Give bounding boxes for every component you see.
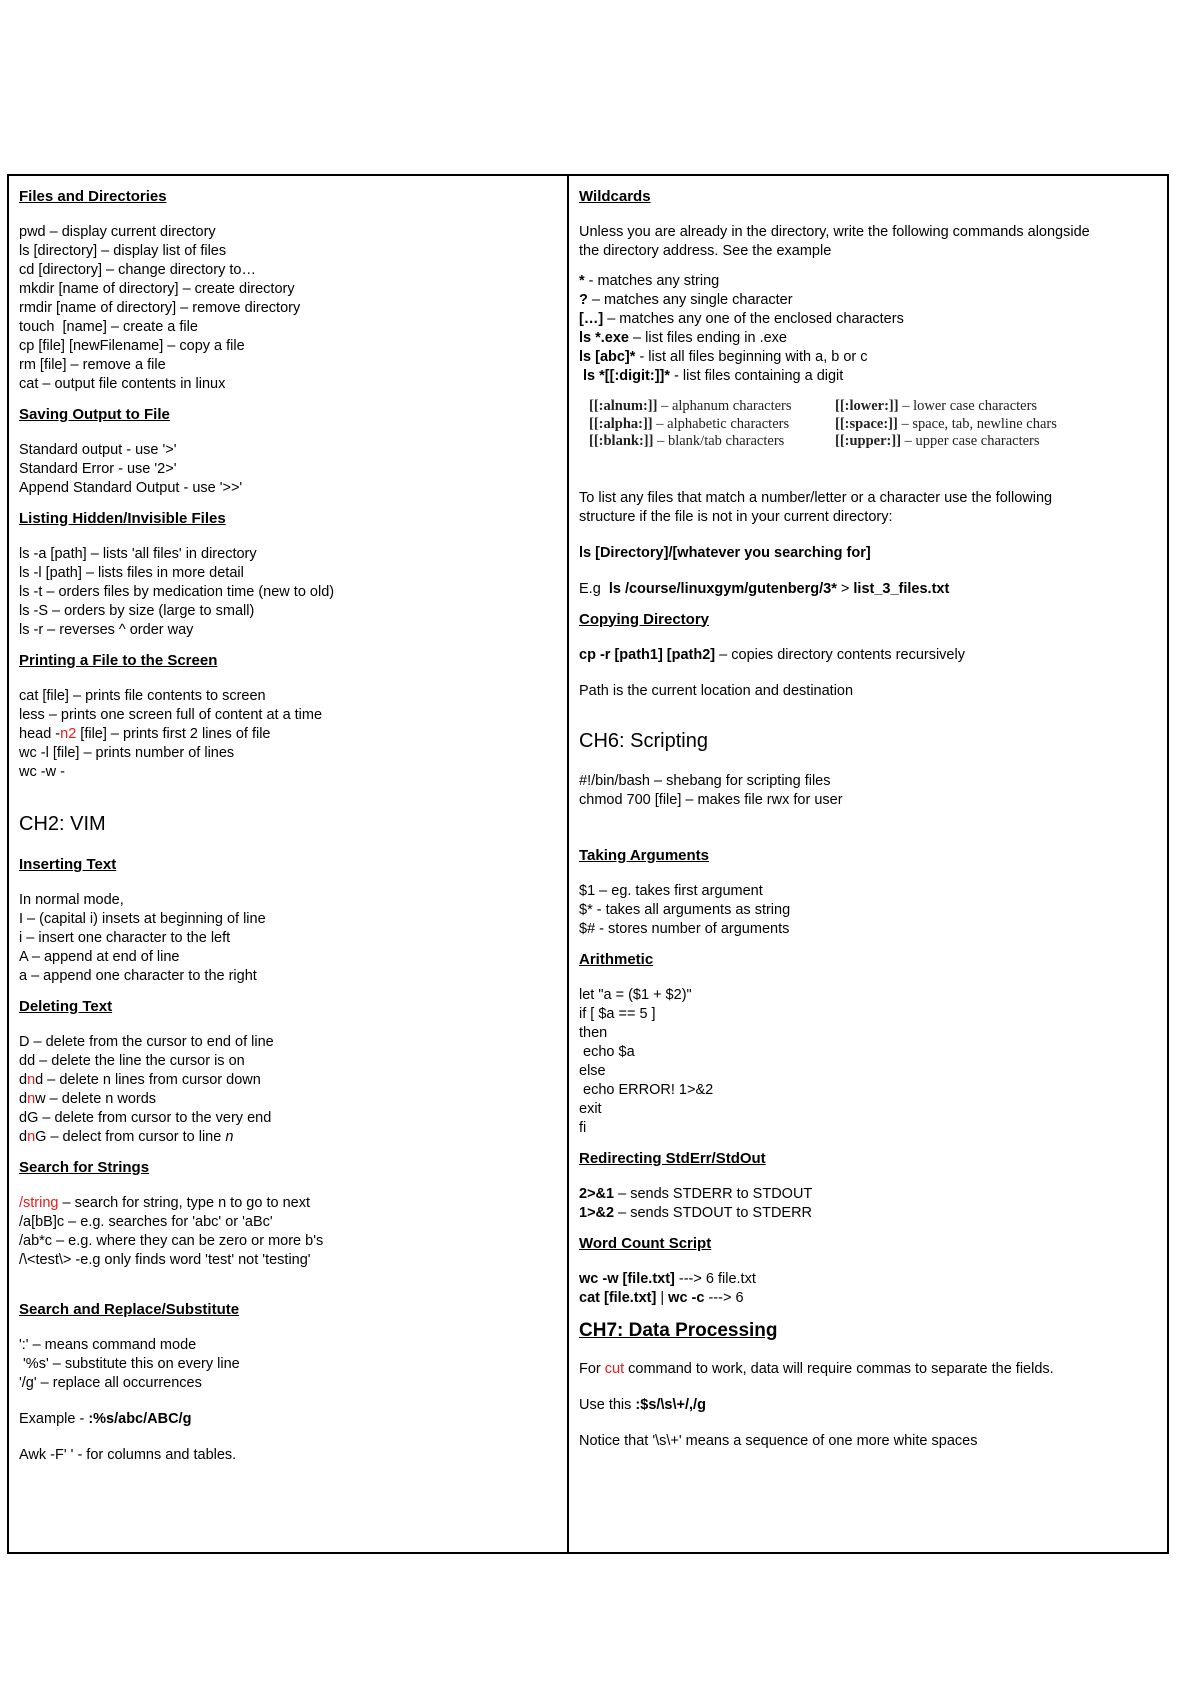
list-item: Append Standard Output - use '>>' [19, 480, 243, 496]
bold-text: ls /course/linuxgym/gutenberg/3* [608, 580, 837, 597]
bold-text: ls *[[:digit:]]* [579, 368, 671, 384]
code-line: if [ $a == 5 ] [579, 1005, 656, 1022]
text: – copies directory contents recursively [715, 646, 965, 663]
list-item: cd [directory] – change directory to… [19, 262, 256, 278]
list-item: cp [file] [newFilename] – copy a file [19, 338, 245, 354]
list-item: mkdir [name of directory] – create directory [19, 281, 295, 297]
list-item: ls -a [path] – lists 'all files' in directory [19, 546, 257, 562]
list-item [579, 1204, 1157, 1223]
text-line: Notice that '\s\+' means a sequence of one more white spaces [579, 1432, 978, 1449]
character-classes [589, 398, 1157, 451]
class-name: [[:alnum:]] [589, 398, 658, 414]
wildcards-heading: Wildcards [579, 188, 651, 205]
code-line: exit [579, 1100, 602, 1117]
list-item: Awk -F' ' - for columns and tables. [19, 1447, 237, 1463]
text: | [656, 1289, 669, 1306]
list-item: i – insert one character to the left [19, 930, 231, 946]
text: > [836, 580, 854, 597]
text: d [19, 1072, 28, 1088]
italic-text: n [225, 1129, 234, 1145]
ch7-heading: CH7: Data Processing [579, 1319, 778, 1341]
list-item: pwd – display current directory [19, 224, 216, 240]
text: w – delete n words [35, 1091, 157, 1107]
highlight-text: n2 [60, 726, 77, 742]
class-item [835, 433, 1095, 451]
text-line [579, 1396, 1157, 1415]
list-item [579, 1270, 1157, 1289]
list-item: a – append one character to the right [19, 968, 257, 984]
highlight-text: n [27, 1129, 36, 1145]
text: For [579, 1360, 605, 1377]
left-column [9, 176, 569, 1552]
list-item: ls [directory] – display list of files [19, 243, 227, 259]
list-item [19, 725, 557, 744]
bold-text: wc -w [file.txt] [579, 1270, 675, 1287]
class-name: [[:alpha:]] [589, 415, 653, 432]
list-item: $# - stores number of arguments [579, 920, 790, 937]
printing-heading: Printing a File to the Screen [19, 652, 218, 669]
class-item [589, 416, 835, 434]
list-item: ls -t – orders files by medication time (new to old) [19, 584, 335, 600]
code-line: then [579, 1024, 608, 1041]
list-item [579, 272, 1157, 291]
class-item [589, 398, 835, 416]
list-item [579, 367, 1157, 386]
bold-text: ls *.exe [579, 330, 629, 346]
class-item [835, 416, 1095, 434]
text: – sends STDOUT to STDERR [614, 1204, 813, 1221]
code-line: echo $a [579, 1043, 635, 1060]
text-line: ls [Directory]/[whatever you searching for] [579, 544, 871, 561]
list-item: wc -l [file] – prints number of lines [19, 745, 235, 761]
text-line: To list any files that match a number/letter or a character use the following [579, 489, 1053, 506]
class-desc: – space, tab, newline chars [897, 415, 1057, 432]
text: d [19, 1129, 28, 1145]
text: – sends STDERR to STDOUT [614, 1185, 813, 1202]
text: – matches any one of the enclosed characters [603, 311, 904, 327]
list-item: Standard output - use '>' [19, 442, 177, 458]
code-line: echo ERROR! 1>&2 [579, 1081, 714, 1098]
list-item: dG – delete from cursor to the very end [19, 1110, 272, 1126]
text: Example - [19, 1411, 89, 1427]
list-item [19, 1128, 557, 1147]
deleting-heading: Deleting Text [19, 998, 113, 1015]
files-dirs-list [19, 223, 557, 394]
replace-heading: Search and Replace/Substitute [19, 1301, 240, 1318]
text: [file] – prints first 2 lines of file [76, 726, 271, 742]
list-item [579, 646, 1157, 665]
text: ---> 6 [704, 1289, 744, 1306]
list-item: chmod 700 [file] – makes file rwx for user [579, 791, 843, 808]
highlight-text: /string [19, 1195, 59, 1211]
bold-text: :$s/\s\+/,/g [635, 1396, 706, 1413]
class-name: [[:blank:]] [589, 433, 654, 449]
list-item: $* - takes all arguments as string [579, 901, 791, 918]
bold-text: ls [abc]* [579, 349, 636, 365]
highlight-text: cut [604, 1360, 625, 1377]
text: G – delect from cursor to line [35, 1129, 226, 1145]
text: - matches any string [584, 273, 720, 289]
list-item: In normal mode, [19, 892, 124, 908]
code-line: let "a = ($1 + $2)" [579, 986, 692, 1003]
list-item: cat [file] – prints file contents to screen [19, 688, 266, 704]
text: d [19, 1091, 28, 1107]
bold-text: :%s/abc/ABC/g [88, 1411, 192, 1427]
text: – matches any single character [587, 292, 793, 308]
bold-text: wc -c [668, 1289, 705, 1306]
list-item: /\<test\> -e.g only finds word 'test' not 'testing' [19, 1252, 311, 1268]
bold-text: 1>&2 [579, 1204, 615, 1221]
bold-text: cat [file.txt] [579, 1289, 657, 1306]
text: E.g [579, 580, 609, 597]
class-desc: – lower case characters [898, 398, 1038, 414]
class-item [589, 433, 835, 451]
code-line: else [579, 1062, 606, 1079]
bold-text: list_3_files.txt [853, 580, 950, 597]
list-item: I – (capital i) insets at beginning of line [19, 911, 266, 927]
list-item [579, 310, 1157, 329]
text-line: Path is the current location and destination [579, 682, 854, 699]
list-item [19, 1090, 557, 1109]
files-dirs-heading: Files and Directories [19, 188, 167, 205]
highlight-text: n [27, 1072, 36, 1088]
class-name: [[:space:]] [835, 415, 898, 432]
bold-text: cp -r [path1] [path2] [579, 646, 716, 663]
text-line: Unless you are already in the directory, write the following commands alongside [579, 224, 1090, 240]
highlight-text: n [27, 1091, 36, 1107]
list-item: ':' – means command mode [19, 1337, 197, 1353]
list-item: ls -l [path] – lists files in more detail [19, 565, 244, 581]
class-desc: – alphanum characters [657, 398, 792, 414]
list-item: touch [name] – create a file [19, 319, 198, 335]
text-line: structure if the file is not in your current directory: [579, 508, 893, 525]
wc-heading: Word Count Script [579, 1234, 712, 1252]
list-item [579, 329, 1157, 348]
text: d – delete n lines from cursor down [35, 1072, 261, 1088]
text: – list files ending in .exe [629, 330, 787, 346]
class-item [835, 398, 1095, 416]
list-item: A – append at end of line [19, 949, 180, 965]
inserting-heading: Inserting Text [19, 856, 117, 873]
bold-text: 2>&1 [579, 1185, 615, 1202]
list-item: Standard Error - use '2>' [19, 461, 177, 477]
list-item [19, 1194, 557, 1213]
class-desc: – blank/tab characters [653, 433, 785, 449]
ch2-heading: CH2: VIM [19, 813, 106, 835]
redirect-heading: Redirecting StdErr/StdOut [579, 1149, 766, 1167]
list-item [579, 1289, 1157, 1308]
code-line: fi [579, 1119, 587, 1136]
text: command to work, data will require commas to separate the fields. [624, 1360, 1054, 1377]
hidden-files-heading: Listing Hidden/Invisible Files [19, 510, 226, 527]
list-item: less – prints one screen full of content at a time [19, 707, 323, 723]
list-item: /a[bB]c – e.g. searches for 'abc' or 'aBc' [19, 1214, 273, 1230]
search-heading: Search for Strings [19, 1159, 150, 1176]
class-desc: – alphabetic characters [652, 415, 790, 432]
list-item: /ab*c – e.g. where they can be zero or more b's [19, 1233, 324, 1249]
cheat-sheet [7, 174, 1169, 1554]
ch6-heading: CH6: Scripting [579, 729, 708, 752]
list-item: ls -r – reverses ^ order way [19, 622, 194, 638]
saving-heading: Saving Output to File [19, 406, 170, 423]
list-item: $1 – eg. takes first argument [579, 882, 763, 899]
class-desc: – upper case characters [901, 433, 1040, 449]
right-column [569, 176, 1167, 1552]
bold-text: ? [579, 292, 588, 308]
list-item: D – delete from the cursor to end of line [19, 1034, 274, 1050]
text-line [579, 1360, 1157, 1379]
copying-heading: Copying Directory [579, 610, 710, 628]
list-item [19, 1410, 557, 1429]
args-heading: Taking Arguments [579, 846, 710, 864]
bold-text: […] [579, 311, 604, 327]
list-item [579, 291, 1157, 310]
text-line [579, 580, 1157, 599]
list-item: dd – delete the line the cursor is on [19, 1053, 245, 1069]
bold-text: * [579, 273, 585, 289]
text: ---> 6 file.txt [674, 1270, 756, 1287]
list-item: '/g' – replace all occurrences [19, 1375, 202, 1391]
text: – search for string, type n to go to next [58, 1195, 310, 1211]
arithmetic-heading: Arithmetic [579, 950, 654, 968]
list-item: '%s' – substitute this on every line [19, 1356, 240, 1372]
list-item [579, 1185, 1157, 1204]
list-item: ls -S – orders by size (large to small) [19, 603, 255, 619]
text: - list files containing a digit [670, 368, 844, 384]
text-line: the directory address. See the example [579, 243, 832, 259]
list-item [579, 348, 1157, 367]
list-item: rm [file] – remove a file [19, 357, 166, 373]
text: Use this [579, 1396, 636, 1413]
list-item: cat – output file contents in linux [19, 376, 226, 392]
list-item: rmdir [name of directory] – remove directory [19, 300, 301, 316]
text: - list all files beginning with a, b or c [635, 349, 868, 365]
class-name: [[:lower:]] [835, 398, 899, 414]
class-name: [[:upper:]] [835, 433, 902, 449]
list-item: wc -w - [19, 764, 65, 780]
list-item: #!/bin/bash – shebang for scripting files [579, 772, 831, 789]
text: head - [19, 726, 61, 742]
list-item [19, 1071, 557, 1090]
